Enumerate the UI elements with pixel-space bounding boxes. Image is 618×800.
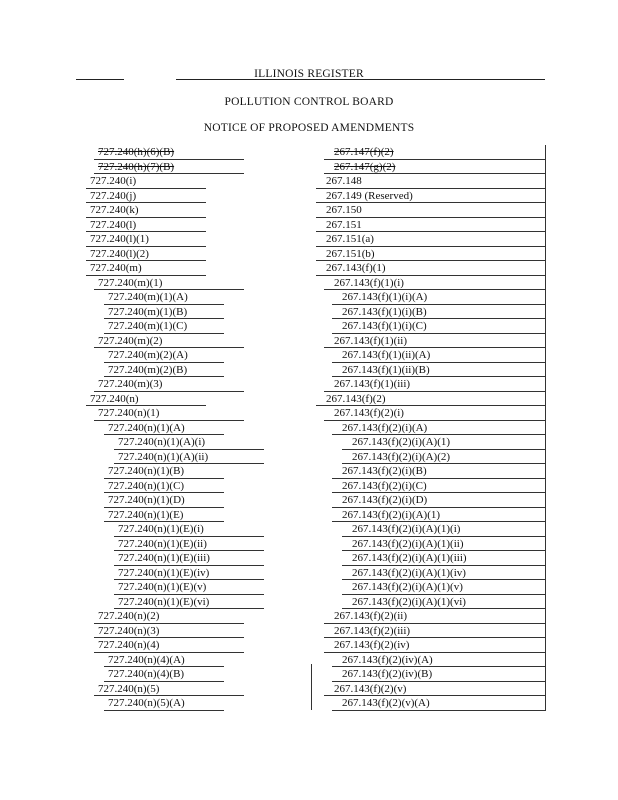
board-name: POLLUTION CONTROL BOARD (224, 96, 394, 108)
old-section-cell: 727.240(n)(3) (98, 624, 160, 637)
new-section-cell: 267.143(f)(2)(i)(A)(1) (352, 436, 451, 448)
old-section-cell: 727.240(n)(4) (98, 639, 160, 651)
table-row (80, 638, 546, 653)
old-section-cell: 727.240(h)(6)(B) (98, 146, 175, 158)
table-row (80, 609, 546, 624)
table-row (80, 696, 546, 711)
old-section-cell: 727.240(n)(1)(A)(i) (118, 436, 206, 448)
new-section-cell: 267.143(f)(2)(i)(A)(1)(ii) (352, 537, 464, 550)
old-section-cell: 727.240(n)(5) (98, 682, 160, 695)
table-row (80, 450, 546, 465)
old-section-cell: 727.240(m) (90, 262, 142, 274)
table-row (80, 145, 546, 160)
new-section-cell: 267.143(f)(1)(ii) (334, 334, 408, 347)
table-row (80, 551, 546, 566)
old-section-cell: 727.240(n)(1)(E)(ii) (118, 537, 207, 550)
new-section-cell: 267.143(f)(1)(i)(C) (342, 320, 427, 332)
table-row (80, 464, 546, 479)
new-section-cell: 267.151(b) (326, 247, 375, 260)
new-section-cell: 267.148 (326, 175, 362, 187)
new-section-cell: 267.143(f)(1)(ii)(B) (342, 363, 430, 376)
table-row (80, 348, 546, 363)
new-section-cell: 267.143(f)(1)(i)(B) (342, 305, 427, 318)
new-section-cell: 267.143(f)(1)(i) (334, 276, 404, 289)
table-row (80, 406, 546, 421)
cross-reference-table (80, 145, 546, 711)
new-section-cell: 267.143(f)(2) (326, 392, 386, 405)
table-row (80, 522, 546, 537)
old-section-cell: 727.240(j) (90, 189, 137, 202)
table-row (80, 479, 546, 494)
table-row (80, 435, 546, 450)
table-row (80, 537, 546, 552)
table-row (80, 508, 546, 523)
old-section-cell: 727.240(n)(1)(A)(ii) (118, 450, 209, 463)
new-section-cell: 267.143(f)(2)(i)(A)(1)(vi) (352, 595, 466, 608)
table-row (80, 595, 546, 610)
new-section-cell: 267.151(a) (326, 233, 374, 245)
new-section-cell: 267.143(f)(2)(v) (334, 682, 407, 695)
old-section-cell: 727.240(n) (90, 392, 139, 405)
old-section-cell: 727.240(i) (90, 175, 137, 187)
old-section-cell: 727.240(l)(1) (90, 233, 149, 245)
new-section-cell: 267.143(f)(2)(iv) (334, 639, 410, 651)
old-section-cell: 727.240(n)(1)(E)(v) (118, 581, 207, 593)
old-section-cell: 727.240(m)(2)(B) (108, 363, 188, 376)
register-title: ILLINOIS REGISTER (254, 68, 364, 80)
table-row (80, 363, 546, 378)
new-section-cell: 267.143(f)(1)(iii) (334, 378, 411, 390)
table-row (80, 377, 546, 392)
old-section-cell: 727.240(n)(1)(E)(iii) (118, 552, 210, 564)
old-section-cell: 727.240(m)(3) (98, 378, 163, 390)
new-section-cell: 267.143(f)(2)(i)(A)(2) (352, 450, 451, 463)
new-section-cell: 267.143(f)(2)(iv)(B) (342, 668, 433, 680)
table-row (80, 247, 546, 262)
old-section-cell: 727.240(n)(4)(B) (108, 668, 185, 680)
new-section-cell: 267.143(f)(2)(i)(B) (342, 465, 427, 477)
table-row (80, 305, 546, 320)
new-section-cell: 267.147(f)(2) (334, 146, 394, 158)
new-section-cell: 267.143(f)(2)(v)(A) (342, 697, 430, 709)
old-section-cell: 727.240(n)(5)(A) (108, 697, 185, 709)
table-row (80, 218, 546, 233)
table-row (80, 566, 546, 581)
table-row (80, 319, 546, 334)
row-rule-left (104, 710, 224, 711)
old-section-cell: 727.240(n)(1)(A) (108, 421, 185, 434)
table-row (80, 580, 546, 595)
table-row (80, 653, 546, 668)
table-row (80, 160, 546, 175)
new-section-cell: 267.143(f)(2)(iv)(A) (342, 653, 433, 666)
old-section-cell: 727.240(m)(2) (98, 334, 163, 347)
new-section-cell: 267.143(f)(1)(ii)(A) (342, 349, 431, 361)
table-row (80, 421, 546, 436)
old-section-cell: 727.240(m)(2)(A) (108, 349, 188, 361)
old-section-cell: 727.240(n)(1)(E)(vi) (118, 595, 210, 608)
new-section-cell: 267.143(f)(2)(i) (334, 407, 404, 419)
table-row (80, 174, 546, 189)
old-section-cell: 727.240(m)(1)(C) (108, 320, 188, 332)
table-row (80, 682, 546, 697)
old-section-cell: 727.240(m)(1)(B) (108, 305, 188, 318)
new-section-cell: 267.143(f)(2)(i)(A)(1)(i) (352, 523, 461, 535)
new-section-cell: 267.143(f)(2)(i)(A) (342, 421, 428, 434)
old-section-cell: 727.240(m)(1)(A) (108, 291, 188, 303)
table-row (80, 203, 546, 218)
table-row (80, 261, 546, 276)
row-rule-right (332, 710, 546, 711)
new-section-cell: 267.143(f)(2)(iii) (334, 624, 411, 637)
new-section-cell: 267.143(f)(2)(ii) (334, 610, 408, 622)
table-row (80, 189, 546, 204)
new-section-cell: 267.143(f)(2)(i)(A)(1)(iv) (352, 566, 466, 579)
table-row (80, 624, 546, 639)
table-row (80, 392, 546, 407)
new-section-cell: 267.149 (Reserved) (326, 189, 413, 202)
new-section-cell: 267.147(g)(2) (334, 160, 396, 173)
notice-title: NOTICE OF PROPOSED AMENDMENTS (203, 122, 415, 134)
old-section-cell: 727.240(n)(2) (98, 610, 160, 622)
old-section-cell: 727.240(l)(2) (90, 247, 149, 260)
old-section-cell: 727.240(n)(1)(E)(i) (118, 523, 204, 535)
table-row (80, 667, 546, 682)
old-section-cell: 727.240(l) (90, 218, 137, 231)
table-row (80, 493, 546, 508)
table-row (80, 232, 546, 247)
new-section-cell: 267.150 (326, 204, 362, 216)
old-section-cell: 727.240(n)(1) (98, 407, 160, 419)
old-section-cell: 727.240(k) (90, 204, 139, 216)
new-section-cell: 267.151 (326, 218, 362, 231)
old-section-cell: 727.240(n)(1)(B) (108, 465, 185, 477)
old-section-cell: 727.240(n)(1)(E)(iv) (118, 566, 210, 579)
old-section-cell: 727.240(n)(1)(E) (108, 508, 184, 521)
new-section-cell: 267.143(f)(1)(i)(A) (342, 291, 428, 303)
new-section-cell: 267.143(f)(2)(i)(A)(1)(iii) (352, 552, 467, 564)
new-section-cell: 267.143(f)(2)(i)(D) (342, 494, 428, 506)
old-section-cell: 727.240(m)(1) (98, 276, 163, 289)
new-section-cell: 267.143(f)(2)(i)(A)(1)(v) (352, 581, 463, 593)
new-section-cell: 267.143(f)(2)(i)(A)(1) (342, 508, 441, 521)
new-section-cell: 267.143(f)(2)(i)(C) (342, 479, 427, 492)
old-section-cell: 727.240(h)(7)(B) (98, 160, 175, 173)
old-section-cell: 727.240(n)(1)(D) (108, 494, 185, 506)
old-section-cell: 727.240(n)(4)(A) (108, 653, 185, 666)
new-section-cell: 267.143(f)(1) (326, 262, 386, 274)
table-row (80, 276, 546, 291)
table-row (80, 290, 546, 305)
old-section-cell: 727.240(n)(1)(C) (108, 479, 185, 492)
table-row (80, 334, 546, 349)
